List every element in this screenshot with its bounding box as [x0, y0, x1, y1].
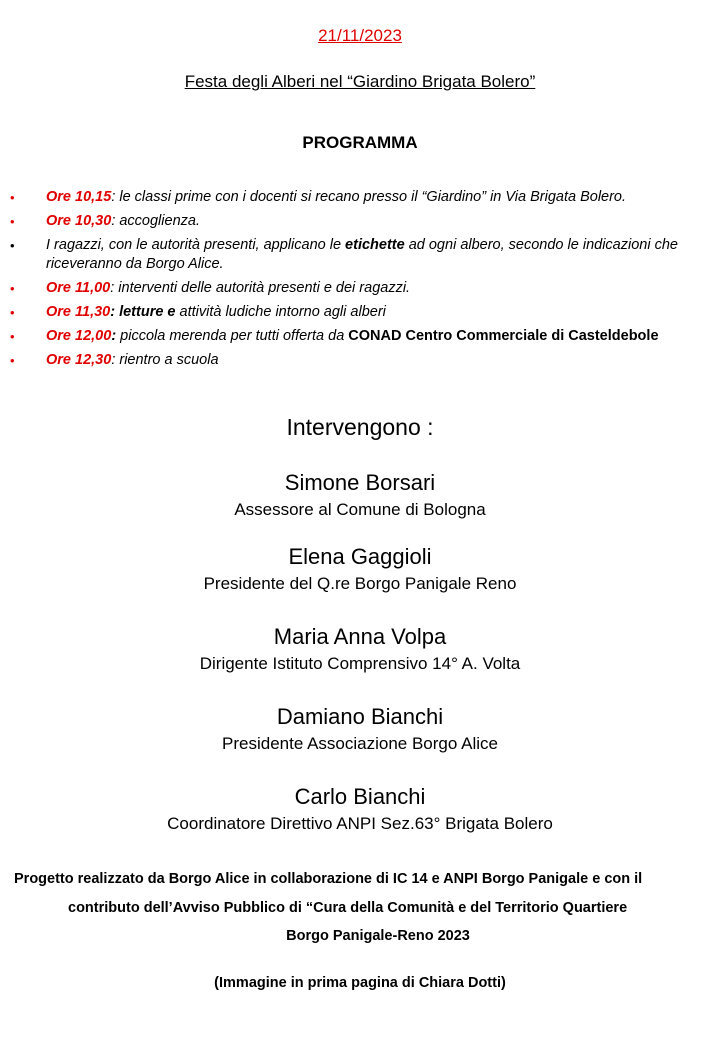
program-text: I ragazzi, con le autorità presenti, applicano le [46, 237, 346, 253]
project-note-line-2: contributo dell’Avviso Pubblico di “Cura della Comunità e del Territorio Quartiere [68, 900, 628, 916]
event-subtitle: Festa degli Alberi nel “Giardino Brigata Bolero” [184, 72, 536, 91]
speaker-block [0, 704, 720, 755]
speaker-name: Carlo Bianchi [294, 784, 426, 809]
speaker-block [0, 470, 720, 521]
program-item [10, 303, 716, 322]
program-text: : accoglienza. [111, 213, 200, 229]
program-item [10, 327, 716, 346]
program-time: Ore 10,15 [46, 189, 112, 205]
program-text: : interventi delle autorità presenti e dei ragazzi. [110, 280, 411, 296]
program-text: piccola merenda per tutti offerta da [116, 328, 349, 344]
program-time: Ore 10,30 [46, 213, 112, 229]
bullet-icon: • [10, 353, 15, 368]
program-bold-text: : letture e [110, 304, 176, 320]
bullet-icon: • [10, 214, 15, 229]
program-title: PROGRAMMA [302, 133, 418, 152]
speaker-name: Damiano Bianchi [276, 704, 444, 729]
program-list [10, 188, 716, 375]
bullet-icon: • [10, 329, 15, 344]
program-text: attività ludiche intorno agli alberi [175, 304, 386, 320]
program-item [10, 212, 716, 231]
speaker-name: Maria Anna Volpa [273, 624, 447, 649]
bullet-icon: • [10, 281, 15, 296]
speaker-role: Coordinatore Direttivo ANPI Sez.63° Brigata Bolero [167, 814, 553, 833]
program-time: Ore 12,30 [46, 352, 112, 368]
program-text: ad ogni albero, secondo le indicazioni che riceveranno da Borgo Alice. [46, 237, 678, 272]
speaker-role: Assessore al Comune di Bologna [234, 500, 486, 519]
speaker-block [0, 544, 720, 595]
project-note-line-1: Progetto realizzato da Borgo Alice in collaborazione di IC 14 e ANPI Borgo Panigale e con il [14, 871, 643, 887]
event-date: 21/11/2023 [318, 26, 402, 45]
speaker-role: Dirigente Istituto Comprensivo 14° A. Volta [199, 654, 521, 673]
program-time: Ore 12,00 [46, 328, 112, 344]
bullet-icon: • [10, 305, 15, 320]
bullet-icon: • [10, 190, 15, 205]
speaker-name: Elena Gaggioli [288, 544, 432, 569]
program-time: Ore 11,00 [46, 280, 111, 296]
image-credit: (Immagine in prima pagina di Chiara Dotti) [214, 975, 506, 991]
project-note-line-3: Borgo Panigale-Reno 2023 [286, 928, 470, 944]
program-bold-text: : [111, 328, 117, 344]
speakers-heading: Intervengono : [286, 414, 434, 440]
program-item [10, 236, 716, 274]
program-item [10, 351, 716, 370]
bullet-icon: • [10, 238, 15, 253]
speaker-block [0, 624, 720, 675]
speaker-role: Presidente del Q.re Borgo Panigale Reno [203, 574, 517, 593]
program-text: : le classi prime con i docenti si recano presso il “Giardino” in Via Brigata Bolero. [111, 189, 627, 205]
program-item [10, 279, 716, 298]
program-bold-text: etichette [345, 237, 405, 253]
speaker-role: Presidente Associazione Borgo Alice [222, 734, 498, 753]
sponsor-name: CONAD Centro Commerciale di Casteldebole [348, 328, 659, 344]
program-text: : rientro a scuola [111, 352, 219, 368]
program-item [10, 188, 716, 207]
program-time: Ore 11,30 [46, 304, 111, 320]
speaker-name: Simone Borsari [284, 470, 436, 495]
speaker-block [0, 784, 720, 835]
